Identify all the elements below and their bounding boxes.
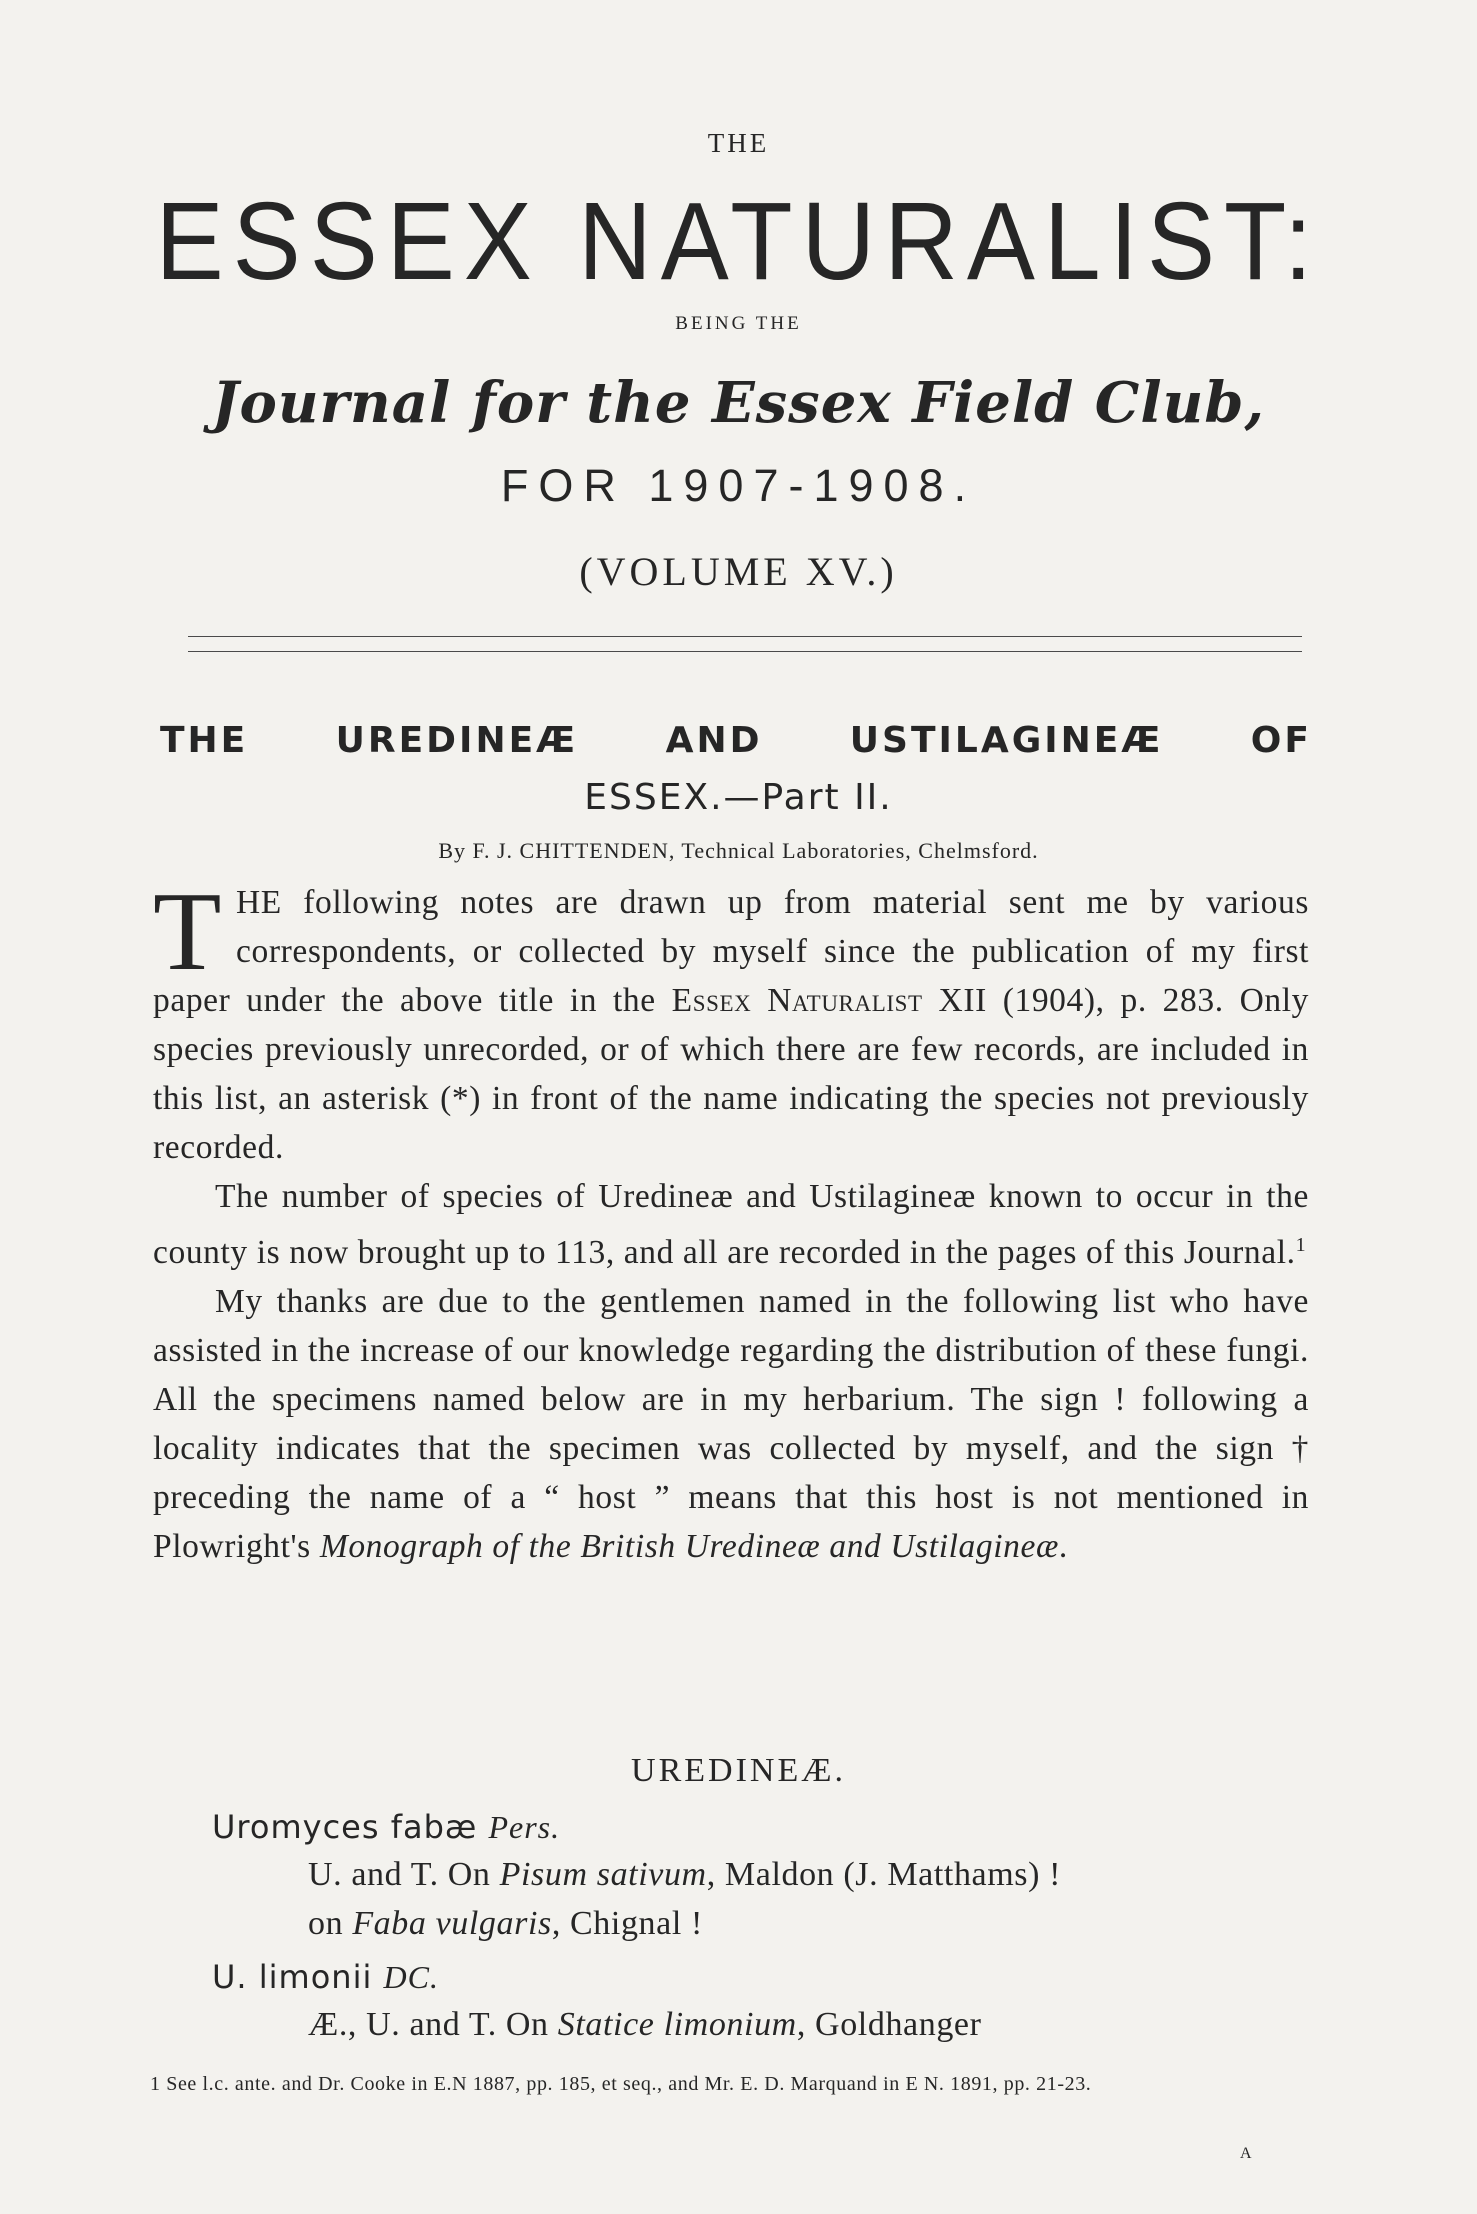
host-name: Faba vulgaris <box>352 1905 552 1942</box>
species-binomial: Uromyces fabæ <box>212 1808 478 1846</box>
drop-cap: T <box>153 870 223 994</box>
species-record <box>308 1856 1061 1894</box>
article-title-line1 <box>160 720 1312 761</box>
section-heading: UREDINEÆ. <box>631 1752 846 1789</box>
monograph-title: Monograph of the British Uredineæ and Ustilagineæ <box>319 1528 1059 1566</box>
paragraph-text: . <box>1058 1528 1068 1566</box>
article-byline: By F. J. CHITTENDEN, Technical Laboratories, Chelmsford. <box>438 838 1039 863</box>
paragraph-text: The number of species of Uredineæ and Ustilagineæ known to occur in the county is now brought up to 113, and all are recorded in the pages of this Journal. <box>153 1178 1309 1272</box>
record-text: on <box>308 1905 353 1942</box>
footnote-text: See l.c. ante. and Dr. Cooke in E.N 1887, pp. 185, et seq., and Mr. E. D. Marquand in E N. 1891, pp. 21-23. <box>166 2073 1092 2095</box>
paragraph-text: HE following notes are drawn up from material sent me by various correspondents, or collected by myself since the publication of my first paper under the above title in the <box>153 884 1309 1019</box>
species-authority: DC. <box>383 1959 439 1995</box>
record-text: Æ., U. and T. On <box>308 2006 558 2043</box>
title-word: USTILAGINEÆ <box>849 720 1164 761</box>
title-word: UREDINEÆ <box>335 720 579 761</box>
title-word: THE <box>160 720 249 761</box>
species-name <box>212 1808 560 1846</box>
host-name: Pisum sativum <box>499 1856 707 1893</box>
journal-title: ESSEX NATURALIST: <box>155 179 1322 303</box>
journal-subtitle: Journal for the Essex Field Club, <box>211 370 1266 436</box>
footnote-marker: 1 <box>150 2073 161 2095</box>
title-word: AND <box>665 720 763 761</box>
record-text: , Maldon (J. Matthams) ! <box>706 1856 1062 1893</box>
paragraph-species-count <box>153 1172 1309 1277</box>
footnote-reference: 1 <box>1295 1234 1307 1256</box>
header-the: THE <box>707 128 770 158</box>
paragraph-intro <box>153 870 1309 1172</box>
footnote <box>150 2070 1310 2098</box>
paragraph-text: XII (1904), p. 283. Only species previously unrecorded, or of which there are few records, are included in this list, an asterisk (*) in front of the name indicating the species not previously recorded. <box>153 982 1309 1166</box>
signature-mark: A <box>1240 2145 1252 2162</box>
record-text: , Goldhanger <box>796 2006 982 2043</box>
divider-rule-top <box>188 636 1302 637</box>
journal-name-smallcaps: Essex Naturalist <box>671 982 923 1019</box>
header-volume: (VOLUME XV.) <box>579 549 898 594</box>
species-name <box>212 1958 439 1996</box>
species-record <box>308 2006 982 2044</box>
species-binomial: U. limonii <box>212 1958 373 1996</box>
article-title-line2: ESSEX.—Part II. <box>584 777 893 818</box>
paragraph-text: My thanks are due to the gentlemen named in the following list who have assisted in the increase of our knowledge regarding the distribution of these fungi. All the specimens named below are in my herbarium. The sign ! following a locality indicates that the specimen was collected by myself, and the sign † preceding the name of a “ host ” means that this host is not mentioned in Plowright's <box>153 1283 1309 1566</box>
host-name: Statice limonium <box>557 2006 797 2043</box>
species-authority: Pers. <box>488 1809 561 1845</box>
record-text: U. and T. On <box>308 1856 500 1893</box>
species-record <box>308 1905 703 1943</box>
article-body <box>153 870 1309 1571</box>
divider-rule-bottom <box>188 651 1302 652</box>
header-being-the: BEING THE <box>675 313 802 334</box>
header-years: FOR 1907-1908. <box>500 460 977 511</box>
record-text: , Chignal ! <box>551 1905 703 1942</box>
title-word: OF <box>1250 720 1312 761</box>
paragraph-thanks <box>153 1277 1309 1571</box>
